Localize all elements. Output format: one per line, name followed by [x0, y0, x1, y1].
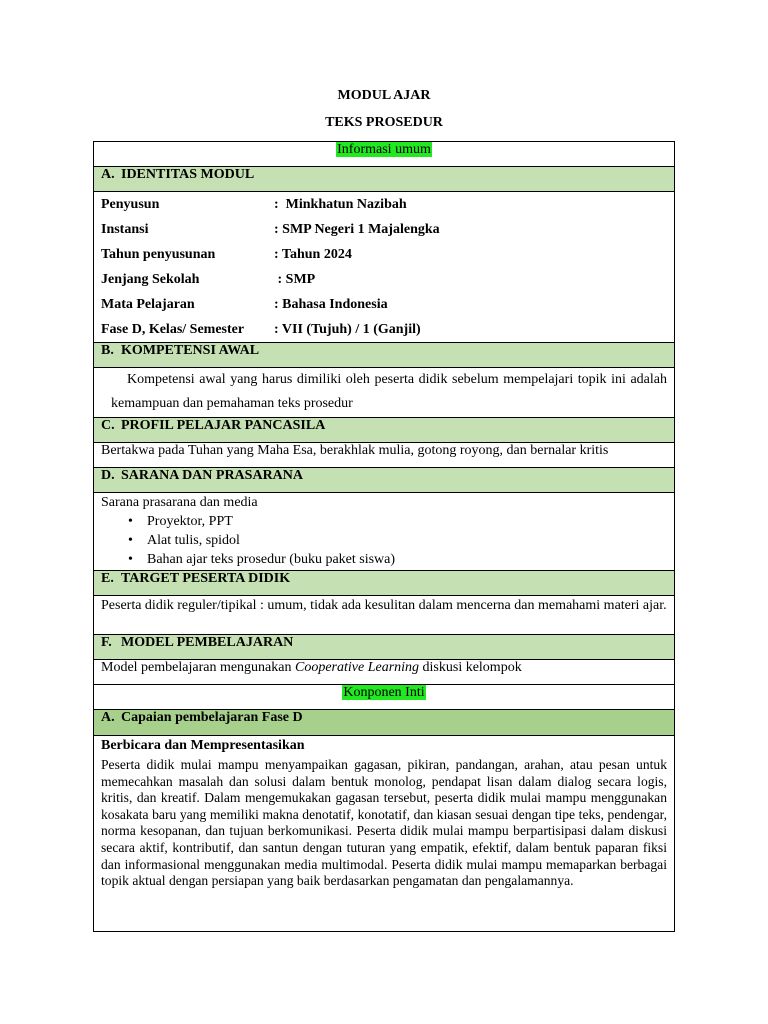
profil-header-row — [94, 418, 675, 443]
section-label: E. — [101, 571, 114, 586]
section-label: A. — [101, 167, 115, 182]
kompetensi-text: Kompetensi awal yang harus dimiliki oleh peserta didik sebelum mempelajari topik ini adalah kemampuan dan pemahaman teks prosedur — [111, 372, 667, 411]
identity-key: Jenjang Sekolah — [101, 271, 200, 287]
section-label: B. — [101, 343, 114, 358]
identity-key: Penyusun — [101, 196, 160, 212]
identitas-body-row — [94, 192, 675, 343]
identity-value: : SMP — [274, 271, 316, 287]
identity-key: Fase D, Kelas/ Semester — [101, 321, 245, 337]
identitas-header-row — [94, 167, 675, 192]
model-text-before: Model pembelajaran mengunakan — [101, 660, 295, 675]
document-title: MODUL AJAR — [337, 88, 431, 103]
target-heading: TARGET PESERTA DIDIK — [121, 571, 291, 586]
identity-row — [101, 242, 667, 267]
identity-row — [101, 292, 667, 317]
document-subtitle: TEKS PROSEDUR — [325, 115, 443, 130]
list-item: • Proyektor, PPT — [128, 512, 667, 531]
identity-row — [101, 217, 667, 242]
list-item: • Alat tulis, spidol — [128, 531, 667, 550]
profil-body-row — [94, 443, 675, 468]
model-body-row — [94, 660, 675, 685]
kompetensi-header-row — [94, 343, 675, 368]
capaian-heading: Capaian pembelajaran Fase D — [121, 710, 303, 725]
module-table — [93, 141, 675, 932]
komponen-inti-row — [94, 685, 675, 710]
identity-key: Tahun penyusunan — [101, 246, 216, 262]
model-heading: MODEL PEMBELAJARAN — [121, 635, 294, 650]
identity-key: Mata Pelajaran — [101, 296, 195, 312]
identity-value: : Tahun 2024 — [274, 246, 352, 262]
target-header-row — [94, 571, 675, 596]
sarana-header-row — [94, 468, 675, 493]
sarana-list — [101, 512, 667, 569]
model-header-row — [94, 635, 675, 660]
identity-value: : Minkhatun Nazibah — [274, 196, 407, 212]
identity-value: : VII (Tujuh) / 1 (Ganjil) — [274, 321, 421, 337]
section-label: D. — [101, 468, 115, 483]
identity-row — [101, 192, 667, 217]
model-text-italic: Cooperative Learning — [294, 660, 420, 675]
identity-value: : SMP Negeri 1 Majalengka — [274, 221, 440, 237]
capaian-subheading: Berbicara dan Mempresentasikan — [101, 738, 305, 753]
komponen-inti-heading: Konponen Inti — [343, 685, 425, 700]
target-body-row — [94, 596, 675, 635]
capaian-body-row — [94, 736, 675, 932]
profil-text: Bertakwa pada Tuhan yang Maha Esa, berakhlak mulia, gotong royong, dan bernalar kritis — [101, 443, 609, 458]
info-umum-row — [94, 142, 675, 167]
identitas-heading: IDENTITAS MODUL — [121, 167, 255, 182]
identity-key: Instansi — [101, 221, 149, 237]
list-item: • Bahan ajar teks prosedur (buku paket siswa) — [128, 550, 667, 569]
sarana-body-row — [94, 493, 675, 571]
sarana-heading: SARANA DAN PRASARANA — [121, 468, 304, 483]
identity-value: : Bahasa Indonesia — [274, 296, 388, 312]
section-label: A. — [101, 710, 115, 725]
capaian-header-row — [94, 710, 675, 736]
section-label: C. — [101, 418, 115, 433]
model-text-after: diskusi kelompok — [419, 660, 522, 675]
identity-row — [101, 317, 667, 342]
info-umum-heading: Informasi umum — [337, 142, 431, 157]
identity-row — [101, 267, 667, 292]
profil-heading: PROFIL PELAJAR PANCASILA — [121, 418, 326, 433]
section-label: F. — [101, 635, 112, 650]
capaian-text: Peserta didik mulai mampu menyampaikan gagasan, pikiran, pandangan, arahan, atau pesan untuk memecahkan masalah dan solusi dalam bentuk monolog, pendapat lisan dalam dialog secara logis, kritis, dan kreatif. Dalam mengemukakan gagasan tersebut, peserta didik mulai mampu menggunakan kosakata baru yang memiliki makna denotatif, konotatif, dan kiasan sesuai dengan tipe teks, pendengar, norma kesopanan, dan tujuan berkomunikasi. Peserta didik mulai mampu berpartisipasi dalam diskusi secara aktif, kontributif, dan santun dengan tuturan yang empatik, efektif, dalam bentuk paparan fiksi dan informasional menggunakan media multimodal. Peserta didik mulai mampu memaparkan berbagai topik aktual dengan persiapan yang baik berdasarkan pengamatan dan pengalamannya. — [101, 757, 667, 889]
kompetensi-body-row — [94, 368, 675, 418]
kompetensi-heading: KOMPETENSI AWAL — [121, 343, 260, 358]
target-text: Peserta didik reguler/tipikal : umum, tidak ada kesulitan dalam mencerna dan memahami materi ajar. — [101, 598, 667, 613]
sarana-intro: Sarana prasarana dan media — [101, 495, 258, 510]
